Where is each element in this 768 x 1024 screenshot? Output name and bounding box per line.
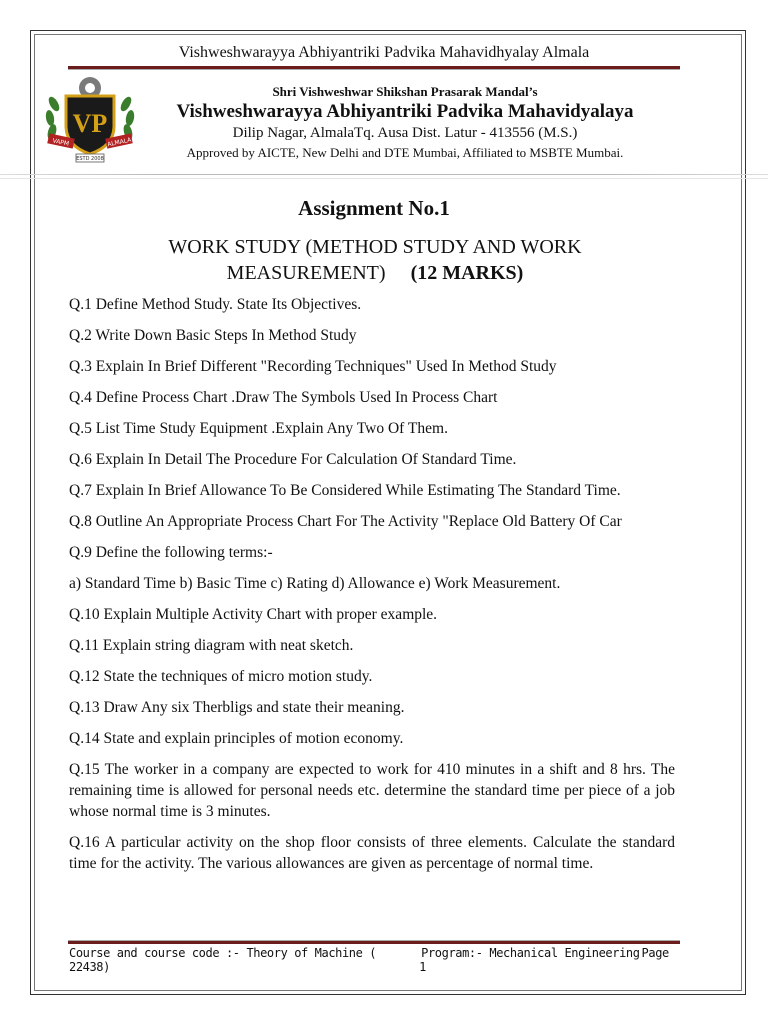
footer-course: Course and course code :- Theory of Machine ( 22438) bbox=[69, 946, 377, 974]
ribbon-right-text: ALMALA bbox=[106, 136, 132, 149]
footer-program: Program:- Mechanical Engineering bbox=[421, 946, 640, 960]
question-item: Q.13 Draw Any six Therbligs and state their meaning. bbox=[69, 699, 405, 716]
question-item: Q.3 Explain In Brief Different "Recording Techniques" Used In Method Study bbox=[69, 358, 557, 375]
question-item: Q.15 The worker in a company are expected to work for 410 minutes in a shift and 8 hrs. The remaining time is allowed for personal needs etc. determine the standard time per piece of a job whose normal time is 3 minutes. bbox=[69, 761, 675, 820]
question-item: Q.1 Define Method Study. State Its Objectives. bbox=[69, 296, 362, 313]
marks-label: (12 MARKS) bbox=[410, 262, 524, 284]
laurel-left bbox=[45, 95, 62, 141]
question-item: Q.9 Define the following terms:- bbox=[69, 544, 273, 561]
college-logo bbox=[40, 74, 140, 164]
question-item: Q.10 Explain Multiple Activity Chart with proper example. bbox=[69, 606, 438, 623]
question-item: Q.7 Explain In Brief Allowance To Be Considered While Estimating The Standard Time. bbox=[69, 482, 621, 499]
trust-name: Shri Vishweshwar Shikshan Prasarak Mandal’s bbox=[272, 84, 538, 99]
question-item: a) Standard Time b) Basic Time c) Rating d) Allowance e) Work Measurement. bbox=[69, 575, 561, 592]
footer-page-number: Page 1 bbox=[419, 946, 669, 974]
question-item: Q.8 Outline An Appropriate Process Chart For The Activity "Replace Old Battery Of Car bbox=[69, 513, 622, 530]
question-item: Q.4 Define Process Chart .Draw The Symbols Used In Process Chart bbox=[69, 389, 498, 406]
subject-heading bbox=[100, 234, 650, 286]
question-list bbox=[69, 294, 675, 884]
running-header-title: Vishweshwarayya Abhiyantriki Padvika Mahavidhyalay Almala bbox=[178, 44, 590, 61]
question-item: Q.2 Write Down Basic Steps In Method Study bbox=[69, 327, 357, 344]
question-item: Q.16 A particular activity on the shop floor consists of three elements. Calculate the standard time for the activity. The various allowances are given as percentage of normal time. bbox=[69, 834, 675, 872]
footer-right bbox=[419, 946, 679, 974]
logo-base-text: ESTD 2008 bbox=[76, 156, 104, 162]
letterhead-divider bbox=[0, 174, 768, 175]
question-item: Q.12 State the techniques of micro motion study. bbox=[69, 668, 373, 685]
header-rule bbox=[68, 66, 680, 70]
letterhead-divider-shadow bbox=[0, 178, 768, 179]
approval-line: Approved by AICTE, New Delhi and DTE Mumbai, Affiliated to MSBTE Mumbai. bbox=[186, 145, 624, 160]
question-item: Q.6 Explain In Detail The Procedure For Calculation Of Standard Time. bbox=[69, 451, 517, 468]
question-item: Q.14 State and explain principles of motion economy. bbox=[69, 730, 404, 747]
question-item: Q.5 List Time Study Equipment .Explain Any Two Of Them. bbox=[69, 420, 448, 437]
ribbon-left-text: VAPM bbox=[51, 137, 70, 148]
logo-initials: VP bbox=[72, 109, 108, 138]
college-name: Vishweshwarayya Abhiyantriki Padvika Mahavidyalaya bbox=[176, 101, 634, 122]
assignment-title: Assignment No.1 bbox=[298, 196, 450, 220]
college-address: Dilip Nagar, AlmalaTq. Ausa Dist. Latur - 413556 (M.S.) bbox=[232, 125, 578, 141]
page-footer bbox=[69, 946, 679, 974]
footer-rule bbox=[68, 940, 680, 944]
subject-line-2-text: MEASUREMENT) bbox=[226, 262, 386, 284]
subject-line-1: WORK STUDY (METHOD STUDY AND WORK bbox=[168, 236, 582, 258]
question-item: Q.11 Explain string diagram with neat sketch. bbox=[69, 637, 354, 654]
subject-line-2 bbox=[100, 260, 650, 286]
